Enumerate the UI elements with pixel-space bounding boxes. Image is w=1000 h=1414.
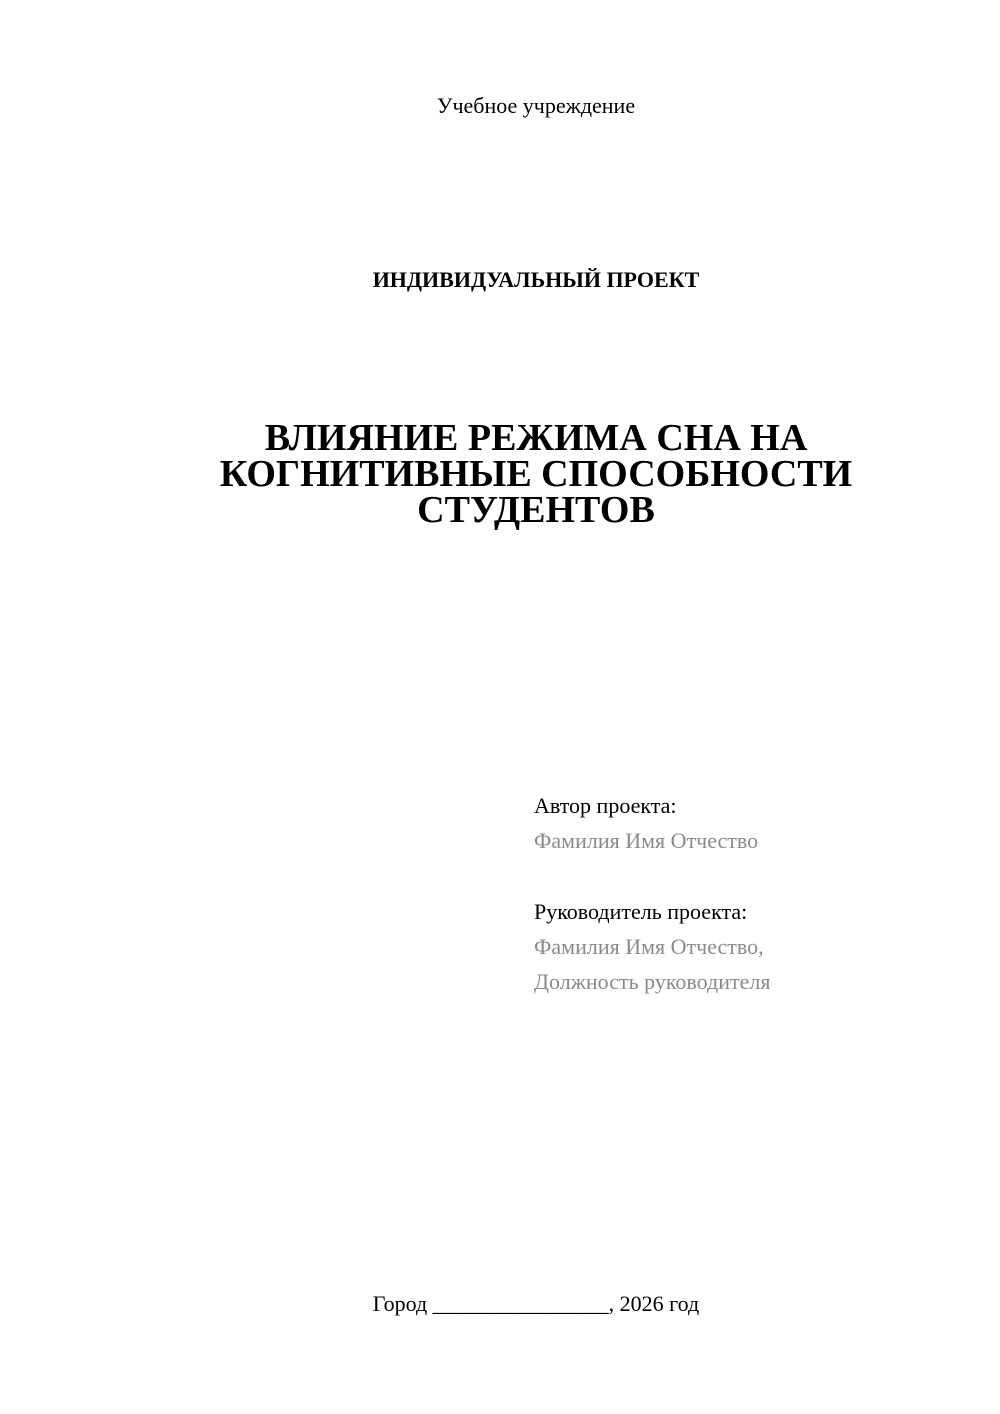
supervisor-label: Руководитель проекта: xyxy=(534,899,748,924)
institution-name: Учебное учреждение xyxy=(436,93,636,118)
supervisor-name: Фамилия Имя Отчество, xyxy=(534,934,764,959)
project-title-line-3: СТУДЕНТОВ xyxy=(417,489,655,531)
project-info-block xyxy=(534,788,770,999)
project-title-line-1: ВЛИЯНИЕ РЕЖИМА СНА НА xyxy=(264,417,808,459)
project-title xyxy=(0,417,1000,531)
project-title-line-2: КОГНИТИВНЫЕ СПОСОБНОСТИ xyxy=(219,453,853,495)
project-type-heading: ИНДИВИДУАЛЬНЫЙ ПРОЕКТ xyxy=(372,267,700,292)
author-name: Фамилия Имя Отчество xyxy=(534,828,759,853)
info-spacer xyxy=(534,858,770,894)
author-label: Автор проекта: xyxy=(534,793,677,818)
city-year-footer: Город ________________, 2026 год xyxy=(372,1291,700,1316)
supervisor-position: Должность руководителя xyxy=(534,969,771,994)
